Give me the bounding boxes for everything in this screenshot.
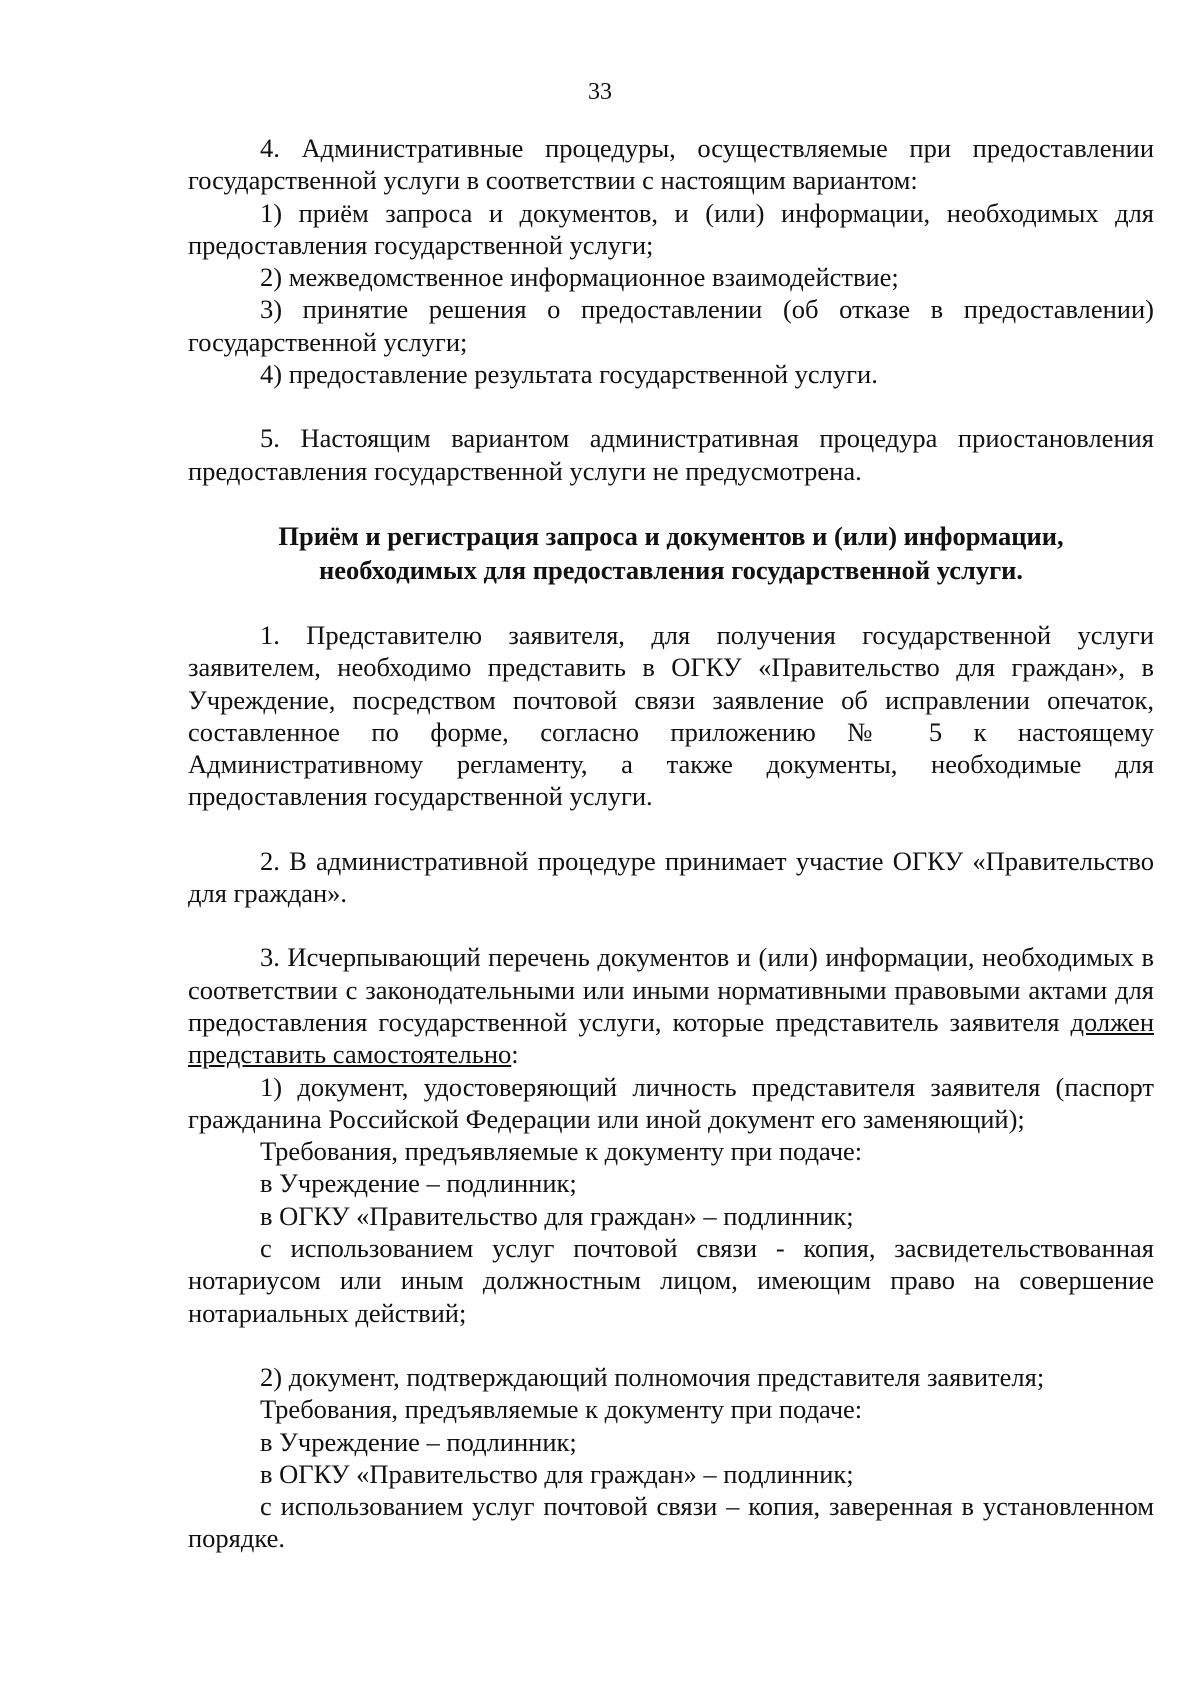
- paragraph-item-4: 4. Административные процедуры, осуществляемые при предоставлении государственной услуги в соответствии с настоящим вариантом:: [188, 133, 1154, 196]
- requirement-1-3: с использованием услуг почтовой связи - копия, засвидетельствованная нотариусом или иным должностным лицом, имеющим право на совершение нотариальных действий;: [188, 1233, 1154, 1328]
- requirement-2-2: в ОГКУ «Правительство для граждан» – подлинник;: [260, 1458, 854, 1489]
- list-item-procedure-3: 3) принятие решения о предоставлении (об отказе в предоставлении) государственной услуги;: [188, 294, 1154, 357]
- list-item-procedure-2: 2) межведомственное информационное взаимодействие;: [260, 262, 899, 293]
- paragraph-item-3-end: :: [511, 1039, 519, 1070]
- paragraph-item-1: 1. Представителю заявителя, для получения государственной услуги заявителем, необходимо представить в ОГКУ «Правительство для граждан», в Учреждение, посредством почтовой связи заявление об исправлении опечаток, составленное по форме, согласно приложению № 5 к настоящему Административному регламенту, а также документы, необходимые для предоставления государственной услуги.: [188, 619, 1154, 812]
- paragraph-item-5: 5. Настоящим вариантом административная процедура приостановления предоставления государственной услуги не предусмотрена.: [188, 423, 1154, 486]
- paragraph-item-3-text: 3. Исчерпывающий перечень документов и (или) информации, необходимых в соответствии с законодательными или иными нормативными правовыми актами для предоставления государственной услуги, которые представитель заявителя: [188, 942, 1154, 1037]
- section-heading-line-1: Приём и регистрация запроса и документов и (или) информации,: [278, 520, 1064, 551]
- spacer: [188, 1329, 1154, 1361]
- paragraph-item-2: 2. В административной процедуре принимает участие ОГКУ «Правительство для граждан».: [188, 845, 1154, 909]
- underlined-phrase: должен представить самостоятельно: [188, 1006, 1154, 1070]
- list-item-procedure-1: 1) приём запроса и документов, и (или) информации, необходимых для предоставления государственной услуги;: [188, 197, 1154, 260]
- page-content: [188, 132, 1154, 1555]
- paragraph-item-3: [188, 941, 1154, 1070]
- requirement-1-1: в Учреждение – подлинник;: [260, 1168, 577, 1199]
- requirement-1-2: в ОГКУ «Правительство для граждан» – подлинник;: [260, 1200, 854, 1231]
- requirement-2-3: с использованием услуг почтовой связи – копия, заверенная в установленном порядке.: [188, 1491, 1154, 1554]
- section-heading-line-2: необходимых для предоставления государственной услуги.: [318, 554, 1024, 585]
- page-number: 33: [588, 79, 612, 105]
- requirements-intro-1: Требования, предъявляемые к документу при подаче:: [260, 1136, 863, 1167]
- requirements-intro-2: Требования, предъявляемые к документу при подаче:: [260, 1394, 863, 1425]
- spacer: [188, 909, 1154, 941]
- spacer: [188, 813, 1154, 845]
- requirement-2-1: в Учреждение – подлинник;: [260, 1426, 577, 1457]
- spacer: [188, 587, 1154, 619]
- spacer: [188, 487, 1154, 519]
- list-item-document-2: 2) документ, подтверждающий полномочия представителя заявителя;: [260, 1361, 1045, 1392]
- section-heading: [188, 519, 1154, 587]
- list-item-document-1: 1) документ, удостоверяющий личность представителя заявителя (паспорт гражданина Российской Федерации или иной документ его заменяющий);: [188, 1071, 1154, 1134]
- list-item-procedure-4: 4) предоставление результата государственной услуги.: [260, 359, 878, 390]
- spacer: [188, 390, 1154, 422]
